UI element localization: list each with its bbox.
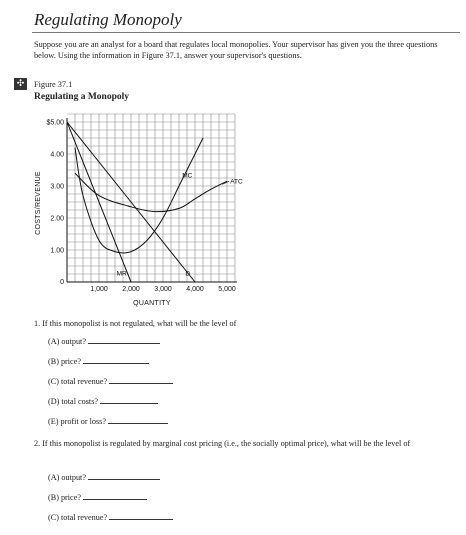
q1-part-d: (D) total costs? bbox=[48, 396, 158, 406]
figure-title: Regulating a Monopoly bbox=[34, 92, 130, 102]
series-mr-label: MR bbox=[116, 270, 127, 278]
q1-part-b: (B) price? bbox=[48, 356, 149, 366]
x-tick-label: 3,000 bbox=[154, 286, 172, 293]
x-axis-label: QUANTITY bbox=[133, 300, 171, 307]
answer-blank[interactable] bbox=[88, 336, 160, 344]
y-tick-label: 3.00 bbox=[50, 183, 64, 191]
page-title: Regulating Monopoly bbox=[34, 10, 182, 29]
y-tick-label: $5.00 bbox=[46, 119, 64, 127]
q2-part-a: (A) output? bbox=[48, 472, 160, 482]
answer-blank[interactable] bbox=[88, 472, 160, 480]
x-tick-label: 0 bbox=[60, 279, 64, 286]
q1-part-c: (C) total revenue? bbox=[48, 376, 173, 386]
y-axis-label: COSTS/REVENUE bbox=[35, 171, 42, 235]
figure-number: Figure 37.1 bbox=[34, 80, 73, 89]
series-atc-line bbox=[75, 173, 227, 211]
series-atc-label: ATC bbox=[230, 178, 243, 186]
x-tick-label: 2,000 bbox=[122, 286, 140, 293]
q2-part-c: (C) total revenue? bbox=[48, 512, 173, 522]
chart-grid bbox=[67, 114, 235, 282]
answer-blank[interactable] bbox=[109, 376, 173, 384]
x-tick-label: 4,000 bbox=[186, 286, 204, 293]
y-tick-label: 2.00 bbox=[50, 215, 64, 223]
answer-blank[interactable] bbox=[83, 492, 147, 500]
question-2: 2. If this monopolist is regulated by marginal cost pricing (i.e., the socially optimal price), what will be the level of bbox=[34, 439, 411, 448]
series-d-label: D bbox=[185, 270, 191, 278]
intro-paragraph: Suppose you are an analyst for a board that regulates local monopolies. Your supervisor has given you the three questions below. Using the information in Figure 37.1, answer your supervisor's questions. bbox=[34, 40, 438, 60]
x-tick-label: 5,000 bbox=[218, 286, 236, 293]
y-tick-label: 1.00 bbox=[50, 247, 64, 255]
question-1: 1. If this monopolist is not regulated, what will be the level of bbox=[34, 319, 237, 328]
answer-blank[interactable] bbox=[108, 416, 168, 424]
x-tick-label: 1,000 bbox=[90, 286, 108, 293]
grid-icon: ✣ bbox=[14, 78, 27, 90]
answer-blank[interactable] bbox=[83, 356, 149, 364]
chart-axes bbox=[67, 118, 237, 282]
q1-part-e: (E) profit or loss? bbox=[48, 416, 168, 426]
q2-part-b: (B) price? bbox=[48, 492, 147, 502]
y-tick-label: 4.00 bbox=[50, 151, 64, 159]
series-mc-label: MC bbox=[182, 172, 193, 180]
q1-part-a: (A) output? bbox=[48, 336, 160, 346]
answer-blank[interactable] bbox=[109, 512, 173, 520]
answer-blank[interactable] bbox=[100, 396, 158, 404]
